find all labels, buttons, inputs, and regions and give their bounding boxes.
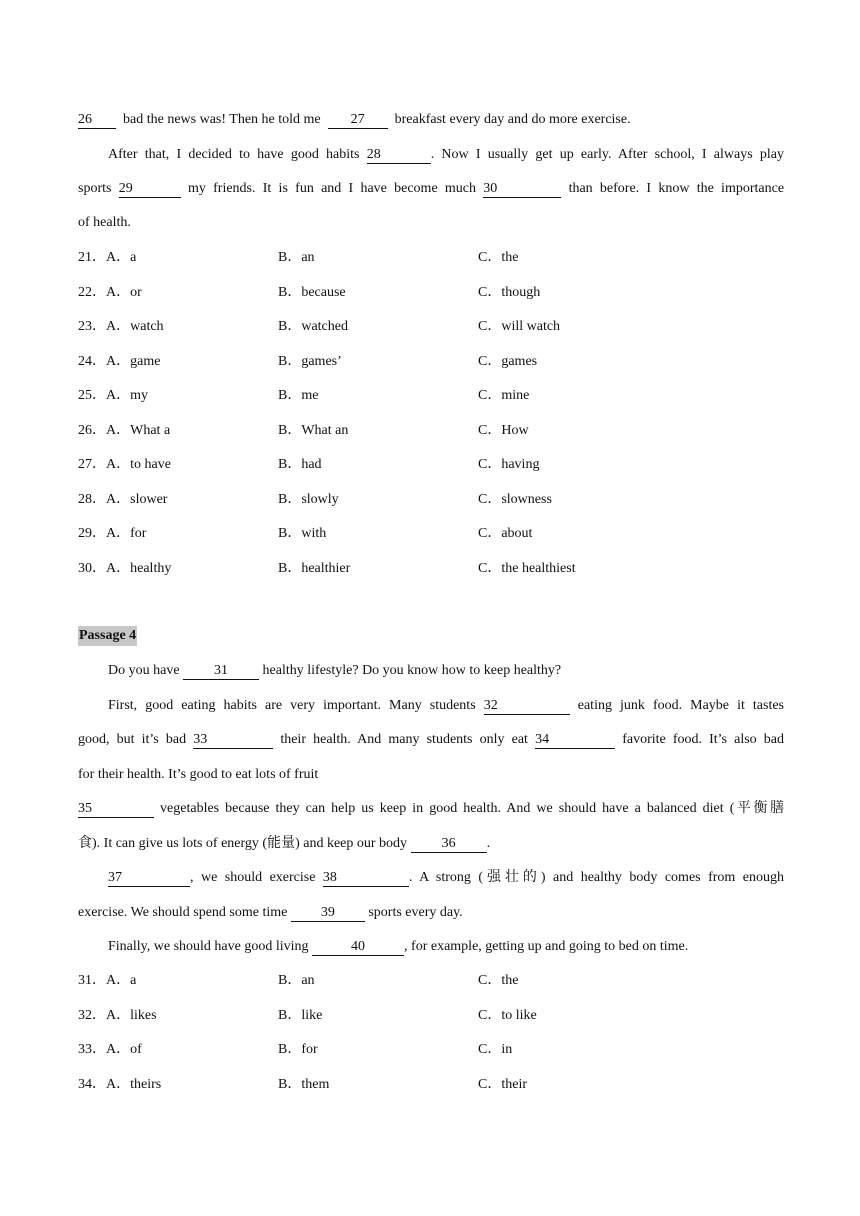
blank-37: 37 [108, 870, 190, 887]
option-a [78, 455, 171, 475]
option-a [78, 352, 160, 372]
option-b: B．because [278, 284, 346, 300]
question-row [78, 971, 784, 991]
blank-30: 30 [483, 181, 561, 198]
passage4-line [78, 903, 784, 923]
text: Finally, we should have good living [108, 939, 309, 954]
question-row [78, 490, 784, 510]
option-c: C．though [478, 284, 541, 300]
option-a-text: watch [130, 319, 164, 334]
text: good, but it’s bad [78, 732, 187, 747]
blank-38: 38 [323, 870, 409, 887]
passage4-line [108, 868, 784, 888]
option-a [78, 1006, 157, 1026]
passage3-line [78, 213, 784, 233]
option-c: C．games [478, 353, 538, 369]
text: . [486, 836, 491, 851]
option-c: C．the [478, 973, 519, 988]
text: sports every day. [368, 905, 463, 920]
question-number: 22．A． [78, 284, 131, 300]
text: favorite food. It’s also bad [622, 732, 785, 747]
option-a-text: a [130, 250, 137, 265]
text: First, good eating habits are very important. Many students [108, 698, 476, 713]
option-a-text: likes [130, 1007, 157, 1023]
option-b: B．for [278, 1042, 318, 1057]
option-b: B．an [278, 973, 315, 988]
option-a [78, 283, 142, 303]
question-row [78, 455, 784, 475]
option-a [78, 421, 170, 441]
option-b: B．like [278, 1007, 323, 1023]
question-row [78, 559, 784, 579]
text: vegetables because they can help us keep in good health. And we should have a balanced diet (平衡膳 [160, 801, 784, 816]
option-b: B．me [278, 388, 319, 403]
blank-26: 26 [78, 112, 116, 129]
question-row [78, 421, 784, 441]
text: breakfast every day and do more exercise. [394, 112, 631, 127]
option-c: C．in [478, 1042, 513, 1057]
text: sports [78, 181, 112, 196]
option-a [78, 1075, 161, 1095]
blank-28: 28 [367, 147, 431, 164]
option-c: C．about [478, 526, 533, 541]
option-a [78, 524, 146, 544]
option-c: C．the healthiest [478, 560, 576, 576]
passage4-line [78, 799, 784, 819]
blank-39: 39 [291, 905, 365, 922]
text: . Now I usually get up early. After school, I always play [430, 147, 785, 162]
text: exercise. We should spend some time [78, 905, 288, 920]
passage-title: Passage 4 [78, 626, 137, 646]
question-row [78, 524, 784, 544]
blank-35: 35 [78, 801, 154, 818]
question-number: 21．A． [78, 250, 131, 265]
blank-27: 27 [328, 112, 388, 129]
option-a [78, 971, 136, 991]
option-a-text: What a [130, 422, 171, 438]
option-c: C．the [478, 250, 519, 265]
question-row [78, 1075, 784, 1095]
question-number: 28．A． [78, 491, 131, 507]
blank-33: 33 [193, 732, 273, 749]
option-b: B．healthier [278, 560, 351, 576]
option-b: B．them [278, 1076, 330, 1092]
option-a-text: game [130, 353, 161, 369]
question-number: 29．A． [78, 526, 131, 541]
option-a [78, 248, 136, 268]
option-a-text: theirs [130, 1076, 162, 1092]
question-number: 25．A． [78, 388, 131, 403]
text: eating junk food. Maybe it tastes [577, 698, 784, 713]
option-a-text: to have [130, 457, 171, 472]
text: of health. [78, 215, 131, 230]
question-number: 34．A． [78, 1076, 131, 1092]
question-row [78, 248, 784, 268]
question-number: 31．A． [78, 973, 131, 988]
question-number: 33．A． [78, 1042, 131, 1057]
blank-29: 29 [119, 181, 181, 198]
blank-36: 36 [411, 836, 487, 853]
option-b: B．with [278, 526, 327, 541]
option-a-text: of [130, 1042, 142, 1057]
option-a [78, 317, 164, 337]
option-b: B．watched [278, 319, 348, 334]
question-number: 30．A． [78, 560, 131, 576]
passage4-line [78, 730, 784, 750]
option-b: B．What an [278, 422, 349, 438]
option-b: B．slowly [278, 491, 339, 507]
option-a [78, 1040, 142, 1060]
passage3-line [78, 110, 784, 130]
option-b: B．had [278, 457, 322, 472]
passage4-line [78, 765, 784, 785]
text: healthy lifestyle? Do you know how to keep healthy? [262, 663, 562, 678]
blank-31: 31 [183, 663, 259, 680]
question-number: 24．A． [78, 353, 131, 369]
question-number: 27．A． [78, 457, 131, 472]
option-c: C．having [478, 457, 540, 472]
option-c: C．mine [478, 388, 530, 403]
text: my friends. It is fun and I have become much [187, 181, 477, 196]
option-a-text: my [130, 388, 149, 403]
option-b: B．games’ [278, 353, 342, 369]
option-c: C．to like [478, 1007, 537, 1023]
option-c: C．their [478, 1076, 527, 1092]
blank-34: 34 [535, 732, 615, 749]
option-a [78, 490, 167, 510]
option-a [78, 386, 148, 406]
text: After that, I decided to have good habits [108, 147, 360, 162]
blank-40: 40 [312, 939, 404, 956]
question-row [78, 317, 784, 337]
option-c: C．will watch [478, 319, 561, 334]
question-row [78, 283, 784, 303]
text: , for example, getting up and going to bed on time. [404, 939, 689, 954]
passage3-line [78, 179, 784, 199]
question-row [78, 352, 784, 372]
passage4-line [78, 834, 784, 854]
option-a-text: or [130, 284, 142, 300]
question-number: 23．A． [78, 319, 131, 334]
question-number: 26．A． [78, 422, 131, 438]
option-a-text: for [130, 526, 147, 541]
text: . A strong (强壮的) and healthy body comes from enough [408, 870, 784, 885]
option-c: C．slowness [478, 491, 552, 507]
option-a-text: healthy [130, 560, 172, 576]
option-b: B．an [278, 250, 315, 265]
option-a [78, 559, 171, 579]
option-a-text: a [130, 973, 137, 988]
passage4-line [108, 696, 784, 716]
passage4-line [108, 937, 784, 957]
text: their health. And many students only eat [280, 732, 528, 747]
option-c: C．How [478, 422, 529, 438]
text: for their health. It’s good to eat lots of fruit [78, 767, 319, 782]
text: Do you have [108, 663, 180, 678]
blank-32: 32 [484, 698, 570, 715]
question-number: 32．A． [78, 1007, 131, 1023]
passage4-line [108, 661, 784, 681]
text: 食). It can give us lots of energy (能量) and keep our body [78, 836, 408, 851]
text: , we should exercise [190, 870, 316, 885]
question-row [78, 386, 784, 406]
question-row [78, 1006, 784, 1026]
text: bad the news was! Then he told me [123, 112, 321, 127]
option-a-text: slower [130, 491, 168, 507]
text: than before. I know the importance [568, 181, 785, 196]
question-row [78, 1040, 784, 1060]
passage3-line [108, 145, 784, 165]
